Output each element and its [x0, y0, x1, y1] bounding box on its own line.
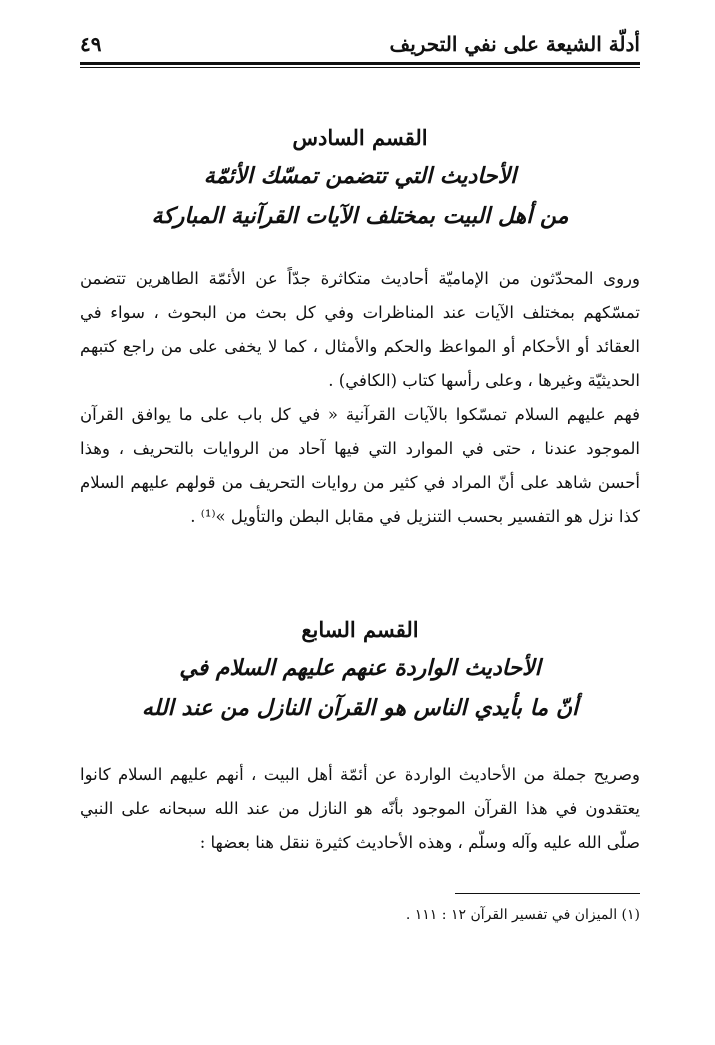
footnote: (١) الميزان في تفسير القرآن ١٢ : ١١١ .: [405, 907, 640, 923]
footnote-separator: [455, 893, 640, 894]
section-seven-subtitle-line1: الأحاديث الواردة عنهم عليهم السلام في: [179, 655, 541, 681]
section-six-heading: [80, 120, 640, 236]
section-six-paragraph2: فهم عليهم السلام تمسّكوا بالآيات القرآنية « في كل باب على ما يوافق القرآن الموجود عندنا ، حتى في الموارد التي فيها آحاد من الروايات بالتحريف ، وهذا أحسن شاهد على أنّ المراد في كثير من روايات التحريف من قولهم عليهم السلام كذا نزل هو التفسير بحسب التنزيل في مقابل البطن والتأويل »⁽¹⁾ .: [80, 405, 640, 526]
running-title: أدلّة الشيعة على نفي التحريف: [389, 32, 640, 56]
page-number: ٤٩: [80, 32, 102, 56]
section-seven-subtitle-line2: أنّ ما بأيدي الناس هو القرآن النازل من عند الله: [141, 695, 579, 721]
section-six-subtitle-line1: الأحاديث التي تتضمن تمسّك الأئمّة: [203, 163, 517, 189]
section-seven-heading: [80, 612, 640, 728]
section-seven-paragraph1: وصريح جملة من الأحاديث الواردة عن أئمّة أهل البيت ، أنهم عليهم السلام كانوا يعتقدون في هذا القرآن الموجود بأنّه هو النازل من عند الله سبحانه على النبي صلّى الله عليه وآله وسلّم ، وهذه الأحاديث كثيرة ننقل هنا بعضها :: [80, 765, 640, 852]
page-header: [80, 32, 640, 62]
header-rule-thin: [80, 67, 640, 68]
section-six-title: القسم السادس: [292, 125, 428, 150]
section-six-paragraph1: وروى المحدّثون من الإماميّة أحاديث متكاثرة جدّاً عن الأئمّة الطاهرين تتضمن تمسّكهم بمختلف الآيات عند المناظرات وفي كل بحث من البحوث ، سواء في العقائد أو الأحكام أو المواعظ والحكم والأمثال ، كما لا يخفى على من راجع كتبهم الحديثيّة وغيرها ، وعلى رأسها كتاب (الكافي) .: [80, 269, 640, 390]
header-rule-thick: [80, 62, 640, 65]
section-six-subtitle-line2: من أهل البيت بمختلف الآيات القرآنية المباركة: [151, 203, 569, 229]
section-seven-title: القسم السابع: [301, 617, 419, 642]
